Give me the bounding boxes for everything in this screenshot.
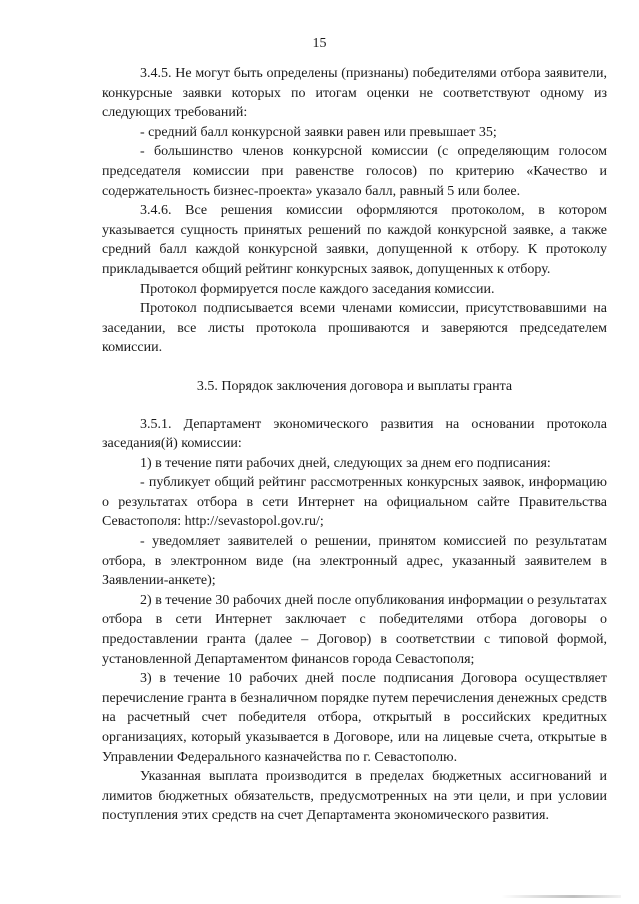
list-item: 3) в течение 10 рабочих дней после подписания Договора осуществляет перечисление гранта в безналичном порядке путем перечисления денежных средств на расчетный счет победителя отбора, открытый в российских кредитных организациях, который указывается в Договоре, или на лицевые счета, открытые в Управлении Федерального казначейства по г. Севастополю. — [102, 671, 607, 765]
list-item: 2) в течение 30 рабочих дней после опубликования информации о результатах отбора в сети Интернет заключает с победителями отбора договоры о предоставлении гранта (далее – Договор) в соответствии с типовой формой, установленной Департаментом финансов города Севастополя; — [102, 592, 607, 667]
paragraph-protocol-signed: Протокол подписывается всеми членами комиссии, присутствовавшими на заседании, все листы протокола прошиваются и заверяются председателем комиссии. — [102, 301, 607, 356]
document-body — [102, 64, 607, 826]
requirement-item: - большинство членов конкурсной комиссии (с определяющим голосом председателя комиссии при равенстве голосов) по критерию «Качество и содержательность бизнес-проекта» указало балл, равный 5 или более. — [102, 144, 607, 199]
paragraph-3-5-1: 3.5.1. Департамент экономического развития на основании протокола заседания(й) комиссии: — [102, 416, 607, 452]
paragraph-3-4-5: 3.4.5. Не могут быть определены (признаны) победителями отбора заявители, конкурсные заявки которых по итогам оценки не соответствуют одному из следующих требований: — [102, 66, 607, 121]
paragraph-payment: Указанная выплата производится в пределах бюджетных ассигнований и лимитов бюджетных обязательств, предусмотренных на эти цели, и при условии поступления этих средств на счет Департамента экономического развития. — [102, 769, 607, 824]
list-item: - уведомляет заявителей о решении, принятом комиссией по результатам отбора, в электронном виде (на электронный адрес, указанный заявителем в Заявлении-анкете); — [102, 534, 607, 589]
paragraph-protocol-formed: Протокол формируется после каждого заседания комиссии. — [140, 281, 495, 297]
requirement-item: - средний балл конкурсной заявки равен или превышает 35; — [140, 124, 497, 140]
page-number: 15 — [312, 36, 327, 51]
list-item: 1) в течение пяти рабочих дней, следующих за днем его подписания: — [140, 455, 551, 471]
section-heading: 3.5. Порядок заключения договора и выплаты гранта — [196, 378, 513, 394]
paragraph-3-4-6: 3.4.6. Все решения комиссии оформляются протоколом, в котором указывается сущность принятых решений по каждой конкурсной заявке, а также средний балл каждой конкурсной заявки, допущенной к отбору. К протоколу прикладывается общий рейтинг конкурсных заявок, допущенных к отбору. — [102, 203, 607, 277]
scan-edge-mark — [501, 895, 621, 898]
list-item: - публикует общий рейтинг рассмотренных конкурсных заявок, информацию о результатах отбора в сети Интернет на официальном сайте Правительства Севастополя: http://sevastopol.gov.ru/; — [102, 475, 607, 530]
